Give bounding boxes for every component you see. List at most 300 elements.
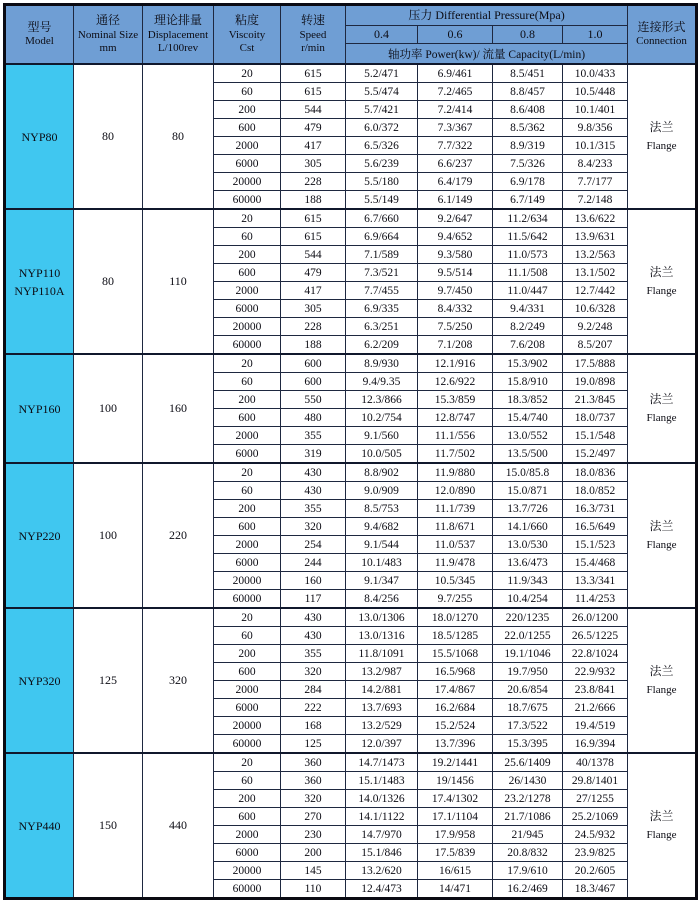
connection-cell	[628, 209, 697, 354]
connection-en: Flange	[646, 285, 677, 298]
power-capacity-cell: 20.2/605	[563, 862, 628, 880]
power-capacity-cell: 12.4/473	[346, 880, 418, 899]
speed-cell: 320	[281, 518, 346, 536]
power-capacity-cell: 26/1430	[493, 772, 563, 790]
power-capacity-cell: 11.9/478	[418, 554, 493, 572]
power-capacity-cell: 5.5/149	[346, 191, 418, 210]
model-cell	[5, 463, 74, 608]
viscosity-cell: 20	[214, 608, 281, 627]
speed-cell: 355	[281, 645, 346, 663]
table-body	[5, 64, 697, 899]
power-capacity-cell: 13.7/693	[346, 699, 418, 717]
power-capacity-cell: 25.6/1409	[493, 753, 563, 772]
power-capacity-cell: 6.9/461	[418, 64, 493, 83]
model-cell	[5, 64, 74, 209]
power-capacity-cell: 7.5/326	[493, 155, 563, 173]
viscosity-cell: 60	[214, 83, 281, 101]
power-capacity-cell: 8.4/256	[346, 590, 418, 609]
header-nominal-en: Nominal Size	[77, 28, 139, 41]
power-capacity-cell: 21.7/1086	[493, 808, 563, 826]
power-capacity-cell: 15.0/85.8	[493, 463, 563, 482]
power-capacity-cell: 9.2/647	[418, 209, 493, 228]
power-capacity-cell: 5.7/421	[346, 101, 418, 119]
power-capacity-cell: 7.7/455	[346, 282, 418, 300]
power-capacity-cell: 7.7/177	[563, 173, 628, 191]
power-capacity-cell: 11.2/634	[493, 209, 563, 228]
power-capacity-cell: 10.6/328	[563, 300, 628, 318]
power-capacity-cell: 7.7/322	[418, 137, 493, 155]
speed-cell: 615	[281, 228, 346, 246]
power-capacity-cell: 15.1/548	[563, 427, 628, 445]
header-pressure-0.8: 0.8	[493, 26, 563, 44]
viscosity-cell: 2000	[214, 681, 281, 699]
power-capacity-cell: 23.2/1278	[493, 790, 563, 808]
viscosity-cell: 20000	[214, 318, 281, 336]
power-capacity-cell: 9.1/544	[346, 536, 418, 554]
speed-cell: 417	[281, 282, 346, 300]
power-capacity-cell: 7.3/521	[346, 264, 418, 282]
table-row	[5, 753, 697, 772]
power-capacity-cell: 11.1/739	[418, 500, 493, 518]
model-cell	[5, 608, 74, 753]
speed-cell: 615	[281, 209, 346, 228]
power-capacity-cell: 22.9/932	[563, 663, 628, 681]
power-capacity-cell: 9.4/9.35	[346, 373, 418, 391]
power-capacity-cell: 10.0/505	[346, 445, 418, 464]
viscosity-cell: 2000	[214, 137, 281, 155]
power-capacity-cell: 14/471	[418, 880, 493, 899]
power-capacity-cell: 15.3/395	[493, 735, 563, 754]
model-label: NYP160	[18, 401, 61, 416]
speed-cell: 244	[281, 554, 346, 572]
speed-cell: 430	[281, 627, 346, 645]
power-capacity-cell: 11.5/642	[493, 228, 563, 246]
power-capacity-cell: 8.2/249	[493, 318, 563, 336]
power-capacity-cell: 9.1/347	[346, 572, 418, 590]
power-capacity-cell: 11.4/253	[563, 590, 628, 609]
power-capacity-cell: 14.7/1473	[346, 753, 418, 772]
power-capacity-cell: 9.8/356	[563, 119, 628, 137]
power-capacity-cell: 16.2/684	[418, 699, 493, 717]
speed-cell: 222	[281, 699, 346, 717]
speed-cell: 355	[281, 427, 346, 445]
power-capacity-cell: 12.3/866	[346, 391, 418, 409]
speed-cell: 305	[281, 300, 346, 318]
power-capacity-cell: 13.6/622	[563, 209, 628, 228]
power-capacity-cell: 7.1/208	[418, 336, 493, 355]
table-row	[5, 354, 697, 373]
header-speed-unit: r/min	[301, 42, 325, 55]
speed-cell: 110	[281, 880, 346, 899]
header-pressure-title: 压力 Differential Pressure(Mpa)	[346, 5, 628, 26]
power-capacity-cell: 16.5/649	[563, 518, 628, 536]
power-capacity-cell: 9.4/331	[493, 300, 563, 318]
power-capacity-cell: 8.5/207	[563, 336, 628, 355]
speed-cell: 355	[281, 500, 346, 518]
power-capacity-cell: 12.1/916	[418, 354, 493, 373]
power-capacity-cell: 13.7/396	[418, 735, 493, 754]
viscosity-cell: 2000	[214, 282, 281, 300]
displacement-cell: 80	[143, 64, 214, 209]
power-capacity-cell: 15.2/524	[418, 717, 493, 735]
nominal-size-cell: 150	[74, 753, 143, 899]
table-header	[5, 5, 697, 65]
power-capacity-cell: 16.9/394	[563, 735, 628, 754]
power-capacity-cell: 8.6/408	[493, 101, 563, 119]
power-capacity-cell: 13.2/563	[563, 246, 628, 264]
model-cell	[5, 354, 74, 463]
speed-cell: 254	[281, 536, 346, 554]
power-capacity-cell: 8.9/930	[346, 354, 418, 373]
power-capacity-cell: 19.7/950	[493, 663, 563, 681]
power-capacity-cell: 13.0/1316	[346, 627, 418, 645]
displacement-cell: 320	[143, 608, 214, 753]
power-capacity-cell: 6.3/251	[346, 318, 418, 336]
speed-cell: 160	[281, 572, 346, 590]
speed-cell: 417	[281, 137, 346, 155]
power-capacity-cell: 7.1/589	[346, 246, 418, 264]
power-capacity-cell: 23.8/841	[563, 681, 628, 699]
power-capacity-cell: 21.2/666	[563, 699, 628, 717]
viscosity-cell: 60000	[214, 590, 281, 609]
viscosity-cell: 20000	[214, 862, 281, 880]
power-capacity-cell: 20.8/832	[493, 844, 563, 862]
speed-cell: 550	[281, 391, 346, 409]
power-capacity-cell: 220/1235	[493, 608, 563, 627]
power-capacity-cell: 8.9/319	[493, 137, 563, 155]
viscosity-cell: 60	[214, 627, 281, 645]
power-capacity-cell: 11.0/537	[418, 536, 493, 554]
speed-cell: 360	[281, 753, 346, 772]
power-capacity-cell: 8.8/902	[346, 463, 418, 482]
viscosity-cell: 20	[214, 753, 281, 772]
power-capacity-cell: 17.3/522	[493, 717, 563, 735]
header-speed	[281, 5, 346, 65]
viscosity-cell: 2000	[214, 826, 281, 844]
speed-cell: 125	[281, 735, 346, 754]
power-capacity-cell: 10.1/401	[563, 101, 628, 119]
header-viscosity-en: Viscoity	[228, 28, 266, 41]
displacement-cell: 220	[143, 463, 214, 608]
speed-cell: 145	[281, 862, 346, 880]
viscosity-cell: 20	[214, 463, 281, 482]
connection-zh: 法兰	[649, 264, 674, 279]
power-capacity-cell: 21.3/845	[563, 391, 628, 409]
power-capacity-cell: 11.7/502	[418, 445, 493, 464]
model-label: NYP220	[18, 528, 61, 543]
power-capacity-cell: 6.9/664	[346, 228, 418, 246]
viscosity-cell: 600	[214, 663, 281, 681]
speed-cell: 228	[281, 173, 346, 191]
speed-cell: 228	[281, 318, 346, 336]
power-capacity-cell: 9.2/248	[563, 318, 628, 336]
power-capacity-cell: 13.0/1306	[346, 608, 418, 627]
model-label: NYP320	[18, 673, 61, 688]
power-capacity-cell: 18.5/1285	[418, 627, 493, 645]
power-capacity-cell: 9.7/450	[418, 282, 493, 300]
power-capacity-cell: 21/945	[493, 826, 563, 844]
power-capacity-cell: 11.0/447	[493, 282, 563, 300]
power-capacity-cell: 15.4/740	[493, 409, 563, 427]
connection-zh: 法兰	[649, 518, 674, 533]
viscosity-cell: 6000	[214, 554, 281, 572]
speed-cell: 479	[281, 264, 346, 282]
speed-cell: 615	[281, 83, 346, 101]
viscosity-cell: 6000	[214, 300, 281, 318]
power-capacity-cell: 15.1/523	[563, 536, 628, 554]
displacement-cell: 110	[143, 209, 214, 354]
viscosity-cell: 20	[214, 354, 281, 373]
connection-cell	[628, 608, 697, 753]
power-capacity-cell: 11.8/671	[418, 518, 493, 536]
header-viscosity	[214, 5, 281, 65]
power-capacity-cell: 13.2/529	[346, 717, 418, 735]
power-capacity-cell: 8.5/451	[493, 64, 563, 83]
connection-en: Flange	[646, 539, 677, 552]
speed-cell: 430	[281, 482, 346, 500]
viscosity-cell: 60000	[214, 735, 281, 754]
power-capacity-cell: 26.5/1225	[563, 627, 628, 645]
power-capacity-cell: 5.2/471	[346, 64, 418, 83]
viscosity-cell: 600	[214, 119, 281, 137]
power-capacity-cell: 7.2/414	[418, 101, 493, 119]
power-capacity-cell: 18.3/467	[563, 880, 628, 899]
power-capacity-cell: 18.0/1270	[418, 608, 493, 627]
power-capacity-cell: 40/1378	[563, 753, 628, 772]
speed-cell: 320	[281, 790, 346, 808]
power-capacity-cell: 13.5/500	[493, 445, 563, 464]
power-capacity-cell: 6.1/149	[418, 191, 493, 210]
viscosity-cell: 600	[214, 409, 281, 427]
power-capacity-cell: 8.5/362	[493, 119, 563, 137]
power-capacity-cell: 18.0/852	[563, 482, 628, 500]
power-capacity-cell: 26.0/1200	[563, 608, 628, 627]
power-capacity-cell: 15.1/846	[346, 844, 418, 862]
connection-zh: 法兰	[649, 119, 674, 134]
power-capacity-cell: 18.0/737	[563, 409, 628, 427]
power-capacity-cell: 8.4/233	[563, 155, 628, 173]
power-capacity-cell: 10.4/254	[493, 590, 563, 609]
table-row	[5, 463, 697, 482]
power-capacity-cell: 14.2/881	[346, 681, 418, 699]
speed-cell: 188	[281, 191, 346, 210]
power-capacity-cell: 9.1/560	[346, 427, 418, 445]
viscosity-cell: 60000	[214, 336, 281, 355]
power-capacity-cell: 19.4/519	[563, 717, 628, 735]
viscosity-cell: 20000	[214, 717, 281, 735]
viscosity-cell: 6000	[214, 445, 281, 464]
header-pressure-1.0: 1.0	[563, 26, 628, 44]
nominal-size-cell: 125	[74, 608, 143, 753]
nominal-size-cell: 100	[74, 463, 143, 608]
speed-cell: 360	[281, 772, 346, 790]
header-model-zh: 型号	[27, 19, 52, 34]
viscosity-cell: 60	[214, 228, 281, 246]
viscosity-cell: 20	[214, 64, 281, 83]
connection-cell	[628, 463, 697, 608]
power-capacity-cell: 17.9/610	[493, 862, 563, 880]
header-model-en: Model	[25, 35, 54, 48]
power-capacity-cell: 15.8/910	[493, 373, 563, 391]
header-connection-zh: 连接形式	[637, 19, 686, 34]
connection-en: Flange	[646, 829, 677, 842]
viscosity-cell: 200	[214, 790, 281, 808]
model-label: NYP440	[18, 818, 61, 833]
power-capacity-cell: 14.7/970	[346, 826, 418, 844]
power-capacity-cell: 5.5/180	[346, 173, 418, 191]
header-power-capacity: 轴功率 Power(kw)/ 流量 Capacity(L/min)	[346, 44, 628, 65]
header-connection-en: Connection	[636, 35, 687, 48]
header-speed-en: Speed	[299, 28, 327, 41]
power-capacity-cell: 13.3/341	[563, 572, 628, 590]
power-capacity-cell: 20.6/854	[493, 681, 563, 699]
speed-cell: 544	[281, 101, 346, 119]
power-capacity-cell: 12.0/890	[418, 482, 493, 500]
viscosity-cell: 200	[214, 101, 281, 119]
power-capacity-cell: 18.0/836	[563, 463, 628, 482]
connection-cell	[628, 753, 697, 899]
power-capacity-cell: 12.8/747	[418, 409, 493, 427]
speed-cell: 284	[281, 681, 346, 699]
power-capacity-cell: 14.1/1122	[346, 808, 418, 826]
power-capacity-cell: 6.2/209	[346, 336, 418, 355]
power-capacity-cell: 10.1/315	[563, 137, 628, 155]
power-capacity-cell: 10.2/754	[346, 409, 418, 427]
speed-cell: 600	[281, 354, 346, 373]
header-pressure-0.6: 0.6	[418, 26, 493, 44]
speed-cell: 200	[281, 844, 346, 862]
power-capacity-cell: 5.6/239	[346, 155, 418, 173]
power-capacity-cell: 19.2/1441	[418, 753, 493, 772]
power-capacity-cell: 13.2/620	[346, 862, 418, 880]
connection-en: Flange	[646, 140, 677, 153]
viscosity-cell: 6000	[214, 155, 281, 173]
power-capacity-cell: 13.1/502	[563, 264, 628, 282]
power-capacity-cell: 15.2/497	[563, 445, 628, 464]
speed-cell: 320	[281, 663, 346, 681]
power-capacity-cell: 13.6/473	[493, 554, 563, 572]
viscosity-cell: 20	[214, 209, 281, 228]
power-capacity-cell: 9.0/909	[346, 482, 418, 500]
header-pressure-0.4: 0.4	[346, 26, 418, 44]
header-displacement-en: Displacement	[147, 28, 209, 41]
viscosity-cell: 600	[214, 808, 281, 826]
power-capacity-cell: 6.5/326	[346, 137, 418, 155]
power-capacity-cell: 13.7/726	[493, 500, 563, 518]
viscosity-cell: 2000	[214, 427, 281, 445]
power-capacity-cell: 7.6/208	[493, 336, 563, 355]
power-capacity-cell: 8.5/753	[346, 500, 418, 518]
power-capacity-cell: 18.7/675	[493, 699, 563, 717]
displacement-cell: 160	[143, 354, 214, 463]
power-capacity-cell: 10.0/433	[563, 64, 628, 83]
power-capacity-cell: 16/615	[418, 862, 493, 880]
power-capacity-cell: 11.9/343	[493, 572, 563, 590]
speed-cell: 480	[281, 409, 346, 427]
power-capacity-cell: 17.4/867	[418, 681, 493, 699]
power-capacity-cell: 6.4/179	[418, 173, 493, 191]
viscosity-cell: 20000	[214, 173, 281, 191]
power-capacity-cell: 29.8/1401	[563, 772, 628, 790]
power-capacity-cell: 7.5/250	[418, 318, 493, 336]
power-capacity-cell: 5.5/474	[346, 83, 418, 101]
header-nominal-unit: mm	[99, 42, 117, 55]
power-capacity-cell: 22.0/1255	[493, 627, 563, 645]
power-capacity-cell: 19.0/898	[563, 373, 628, 391]
power-capacity-cell: 14.0/1326	[346, 790, 418, 808]
nominal-size-cell: 80	[74, 64, 143, 209]
power-capacity-cell: 15.3/902	[493, 354, 563, 373]
power-capacity-cell: 16.2/469	[493, 880, 563, 899]
power-capacity-cell: 12.0/397	[346, 735, 418, 754]
model-cell	[5, 209, 74, 354]
power-capacity-cell: 13.2/987	[346, 663, 418, 681]
speed-cell: 168	[281, 717, 346, 735]
power-capacity-cell: 19/1456	[418, 772, 493, 790]
viscosity-cell: 200	[214, 500, 281, 518]
power-capacity-cell: 11.1/508	[493, 264, 563, 282]
viscosity-cell: 200	[214, 645, 281, 663]
speed-cell: 230	[281, 826, 346, 844]
viscosity-cell: 20000	[214, 572, 281, 590]
viscosity-cell: 2000	[214, 536, 281, 554]
connection-zh: 法兰	[649, 808, 674, 823]
power-capacity-cell: 9.3/580	[418, 246, 493, 264]
power-capacity-cell: 10.5/448	[563, 83, 628, 101]
power-capacity-cell: 7.2/148	[563, 191, 628, 210]
power-capacity-cell: 6.0/372	[346, 119, 418, 137]
displacement-cell: 440	[143, 753, 214, 899]
power-capacity-cell: 13.0/552	[493, 427, 563, 445]
power-capacity-cell: 18.3/852	[493, 391, 563, 409]
connection-zh: 法兰	[649, 391, 674, 406]
viscosity-cell: 60000	[214, 191, 281, 210]
speed-cell: 615	[281, 64, 346, 83]
power-capacity-cell: 15.1/1483	[346, 772, 418, 790]
viscosity-cell: 60	[214, 373, 281, 391]
power-capacity-cell: 11.8/1091	[346, 645, 418, 663]
header-displacement-unit: L/100rev	[157, 42, 199, 55]
power-capacity-cell: 17.5/839	[418, 844, 493, 862]
connection-cell	[628, 64, 697, 209]
viscosity-cell: 600	[214, 518, 281, 536]
header-speed-zh: 转速	[300, 12, 325, 27]
speed-cell: 270	[281, 808, 346, 826]
header-nominal-zh: 通径	[95, 12, 120, 27]
viscosity-cell: 200	[214, 391, 281, 409]
viscosity-cell: 60	[214, 482, 281, 500]
power-capacity-cell: 15.4/468	[563, 554, 628, 572]
speed-cell: 430	[281, 463, 346, 482]
power-capacity-cell: 15.3/859	[418, 391, 493, 409]
viscosity-cell: 6000	[214, 844, 281, 862]
viscosity-cell: 60000	[214, 880, 281, 899]
power-capacity-cell: 23.9/825	[563, 844, 628, 862]
power-capacity-cell: 7.3/367	[418, 119, 493, 137]
power-capacity-cell: 27/1255	[563, 790, 628, 808]
power-capacity-cell: 24.5/932	[563, 826, 628, 844]
header-displacement	[143, 5, 214, 65]
header-viscosity-unit: Cst	[239, 42, 255, 55]
power-capacity-cell: 7.2/465	[418, 83, 493, 101]
header-displacement-zh: 理论排量	[153, 12, 202, 27]
power-capacity-cell: 6.6/237	[418, 155, 493, 173]
viscosity-cell: 60	[214, 772, 281, 790]
speed-cell: 319	[281, 445, 346, 464]
power-capacity-cell: 15.5/1068	[418, 645, 493, 663]
table-row	[5, 64, 697, 83]
power-capacity-cell: 10.5/345	[418, 572, 493, 590]
